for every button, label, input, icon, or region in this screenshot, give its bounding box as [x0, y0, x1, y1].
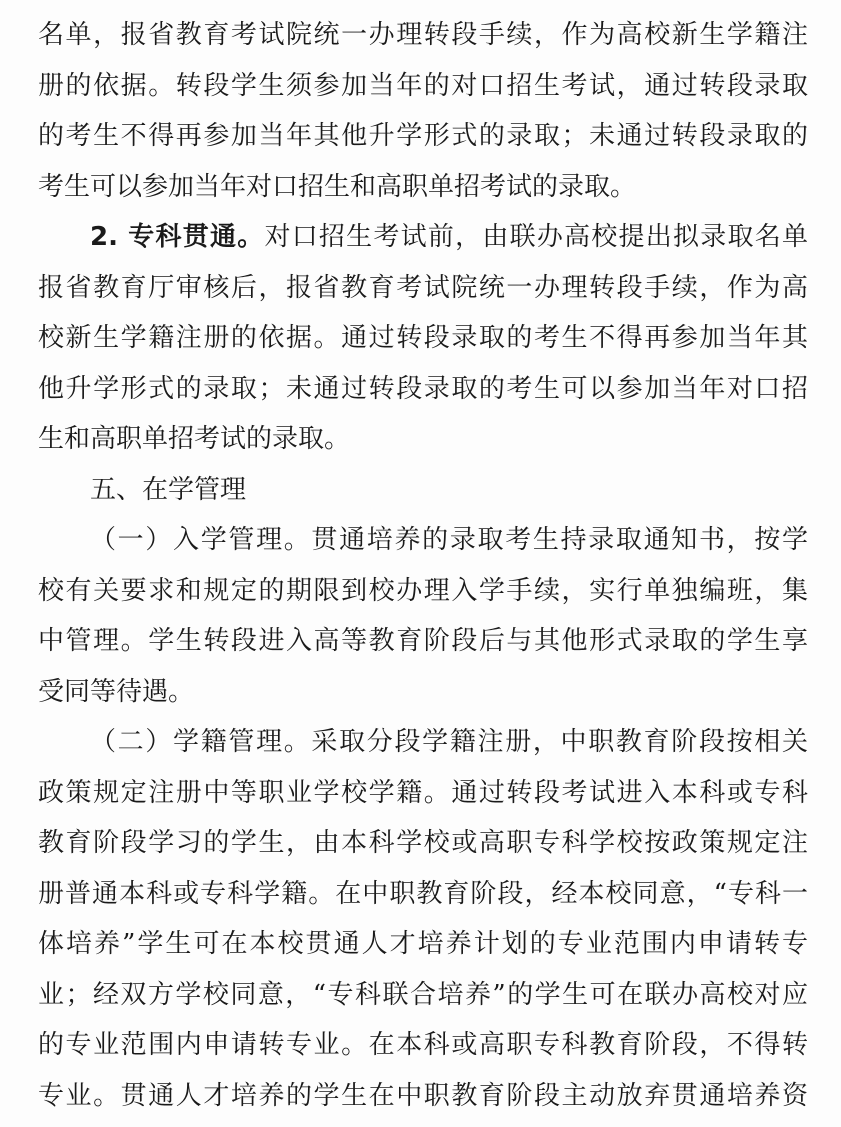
text-line: 他升学形式的录取；未通过转段录取的考生可以参加当年对口招 — [38, 373, 808, 404]
section-title: 五、在学管理 — [90, 474, 247, 505]
item-heading: 2. 专科贯通。 — [90, 222, 265, 252]
text-line: 报省教育厅审核后，报省教育考试院统一办理转段手续，作为高 — [38, 272, 808, 303]
text-line: 校新生学籍注册的依据。通过转段录取的考生不得再参加当年其 — [38, 323, 808, 353]
text-line: 校有关要求和规定的期限到校办理入学手续，实行单独编班，集 — [38, 575, 808, 606]
text-line: 册的依据。转段学生须参加当年的对口招生考试，通过转段录取 — [38, 70, 808, 101]
text-line: 体培养”学生可在本校贯通人才培养计划的专业范围内申请转专 — [38, 929, 808, 959]
text-line: 的专业范围内申请转专业。在本科或高职专科教育阶段，不得转 — [38, 1030, 808, 1060]
text-line: 业；经双方学校同意，“专科联合培养”的学生可在联办高校对应 — [38, 979, 808, 1010]
text-line: 的考生不得再参加当年其他升学形式的录取；未通过转段录取的 — [38, 121, 808, 151]
text-line: 名单，报省教育考试院统一办理转段手续，作为高校新生学籍注 — [38, 20, 808, 50]
text-line: （二）学籍管理。采取分段学籍注册，中职教育阶段按相关 — [90, 727, 808, 757]
text-line: （一）入学管理。贯通培养的录取考生持录取通知书，按学 — [90, 525, 808, 555]
text-line: 专业。贯通人才培养的学生在中职教育阶段主动放弃贯通培养资 — [38, 1080, 808, 1111]
text-line: 受同等待遇。 — [38, 676, 195, 707]
text-line: 教育阶段学习的学生，由本科学校或高职专科学校按政策规定注 — [38, 828, 808, 858]
lead-text: 对口招生考试前，由联办高校提出拟录取名单 — [264, 222, 808, 252]
text-line: 中管理。学生转段进入高等教育阶段后与其他形式录取的学生享 — [38, 626, 808, 656]
text-line: 册普通本科或专科学籍。在中职教育阶段，经本校同意，“专科一 — [38, 878, 808, 909]
paragraph-lead-line — [90, 212, 808, 263]
text-line: 政策规定注册中等职业学校学籍。通过转段考试进入本科或专科 — [38, 777, 808, 808]
text-line: 考生可以参加当年对口招生和高职单招考试的录取。 — [38, 171, 637, 202]
text-line: 生和高职单招考试的录取。 — [38, 424, 351, 454]
